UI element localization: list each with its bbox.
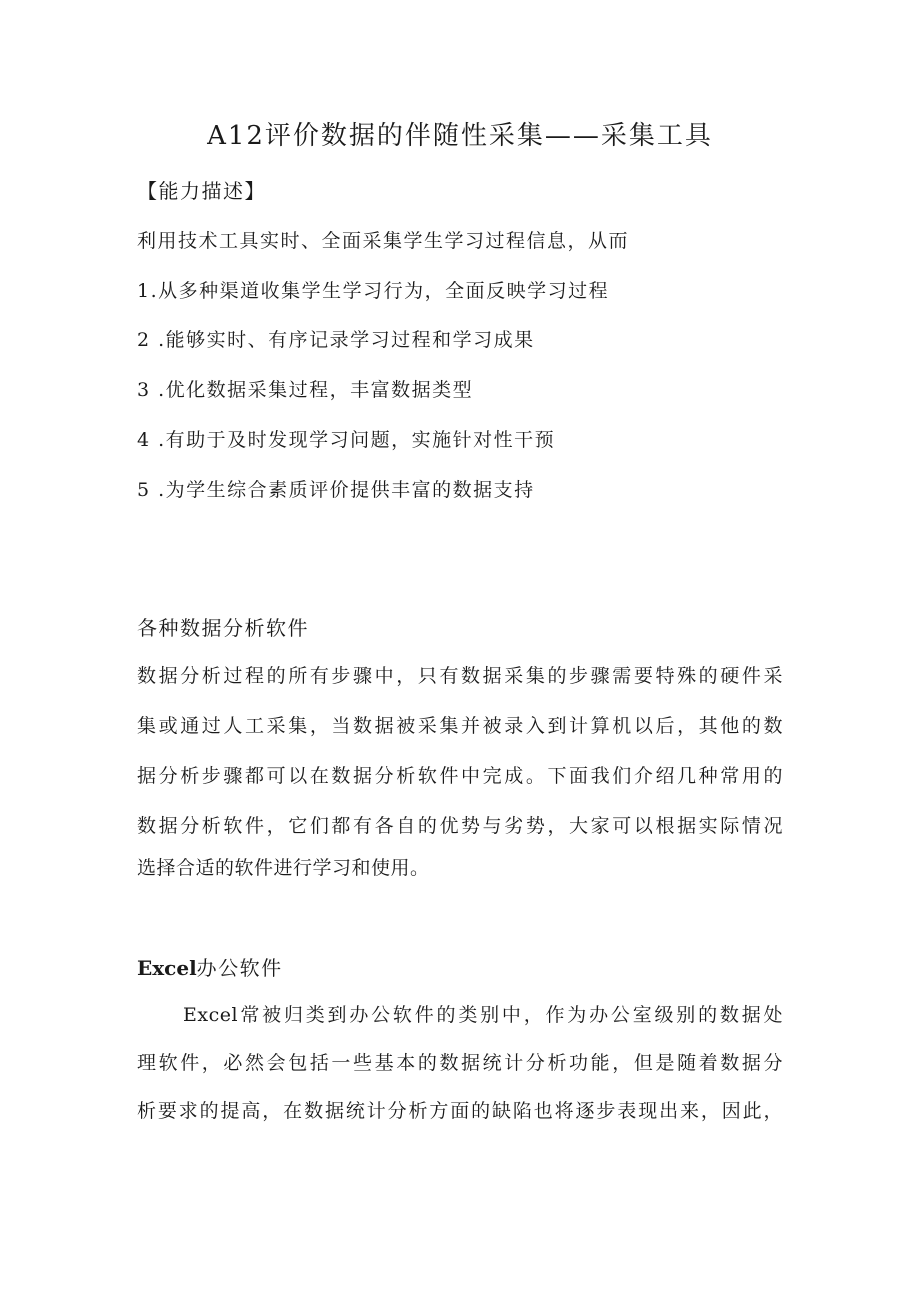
excel-heading-rest: 办公软件 [196,956,283,980]
section-heading-excel [137,953,283,983]
software-para-line-4: 数据分析软件，它们都有各自的优势与劣势，大家可以根据实际情况 [137,815,783,837]
excel-para-line-1: Excel常被归类到办公软件的类别中，作为办公室级别的数据处 [183,1004,783,1026]
document-title: A12评价数据的伴随性采集——采集工具 [207,121,713,151]
software-para-line-5: 选择合适的软件进行学习和使用。 [137,857,430,879]
ability-item-3: 3 .优化数据采集过程，丰富数据类型 [137,379,474,401]
ability-item-4: 4 .有助于及时发现学习问题，实施针对性干预 [137,429,556,451]
excel-para-line-3: 析要求的提高，在数据统计分析方面的缺陷也将逐步表现出来，因此， [137,1100,783,1122]
ability-item-2: 2 .能够实时、有序记录学习过程和学习成果 [137,329,535,351]
software-para-line-2: 集或通过人工采集，当数据被采集并被录入到计算机以后，其他的数 [137,715,783,737]
software-para-line-3: 据分析步骤都可以在数据分析软件中完成。下面我们介绍几种常用的 [137,765,783,787]
software-para-line-1: 数据分析过程的所有步骤中，只有数据采集的步骤需要特殊的硬件采 [137,665,783,687]
section-heading-ability: 【能力描述】 [137,179,266,203]
excel-para-line-2: 理软件，必然会包括一些基本的数据统计分析功能，但是随着数据分 [137,1052,783,1074]
ability-intro: 利用技术工具实时、全面采集学生学习过程信息，从而 [137,230,630,252]
ability-item-5: 5 .为学生综合素质评价提供丰富的数据支持 [137,479,535,501]
section-heading-software: 各种数据分析软件 [137,616,309,640]
excel-heading-bold: Excel [137,956,197,980]
ability-item-1: 1.从多种渠道收集学生学习行为，全面反映学习过程 [137,280,610,302]
